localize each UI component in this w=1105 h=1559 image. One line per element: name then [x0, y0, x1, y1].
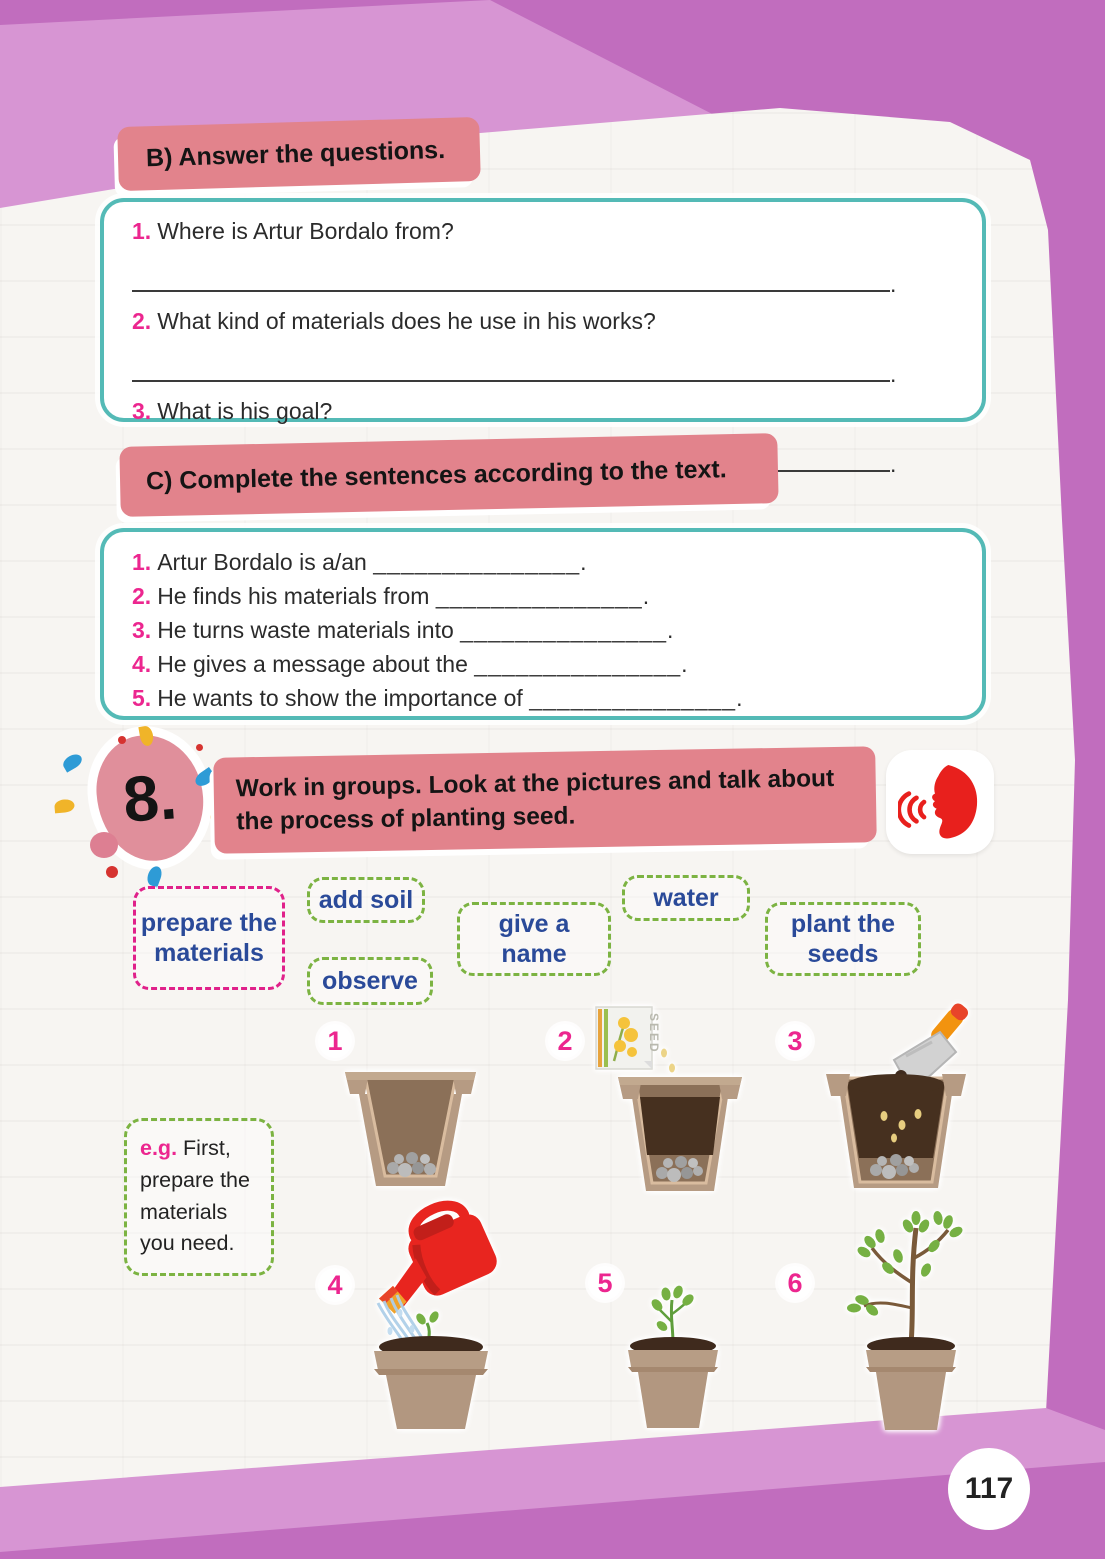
sentence-row — [132, 579, 954, 613]
section-b-title: B) Answer the questions. — [145, 135, 446, 172]
confetti-icon — [118, 736, 126, 744]
sentence-blank[interactable]: _______________ — [474, 651, 682, 677]
chip-observe[interactable] — [307, 957, 433, 1005]
step-number-5: 5 — [588, 1266, 622, 1300]
question-row — [132, 218, 954, 245]
sentence-number: 5. — [132, 685, 152, 711]
confetti-icon — [196, 744, 203, 751]
question-row — [132, 308, 954, 335]
question-number: 3. — [132, 398, 152, 424]
sentence-suffix: . — [642, 583, 650, 609]
seed-packet-icon — [596, 1007, 661, 1069]
activity-instruction: Work in groups. Look at the pictures and talk about the process of planting seed. — [235, 764, 835, 836]
page-number: 117 — [948, 1448, 1030, 1530]
step-number-1: 1 — [318, 1024, 352, 1058]
sentence-suffix: . — [681, 651, 688, 677]
answer-suffix: . — [890, 271, 897, 297]
chip-prepare-the-materials[interactable] — [133, 886, 285, 990]
question-row — [132, 398, 954, 425]
sentence-suffix: . — [580, 549, 587, 575]
speaking-activity-card — [886, 750, 994, 854]
sentence-text: He turns waste materials into — [157, 617, 454, 643]
example-label: e.g. — [140, 1136, 178, 1160]
step-number-4: 4 — [318, 1268, 352, 1302]
speaking-head-icon — [898, 760, 982, 844]
watering-can-icon — [355, 1193, 502, 1318]
sentence-blank[interactable]: _______________ — [529, 685, 737, 711]
picture-pot-seedling — [596, 1270, 751, 1430]
answer-line[interactable] — [132, 269, 954, 298]
question-number: 1. — [132, 218, 152, 244]
chip-water[interactable] — [622, 875, 750, 921]
answer-suffix: . — [890, 361, 897, 387]
section-c-box — [100, 528, 986, 720]
sentence-row — [132, 613, 954, 647]
chip-label: give a name — [498, 909, 570, 968]
question-text: What kind of materials does he use in his works? — [157, 308, 656, 334]
chip-add-soil[interactable] — [307, 877, 425, 923]
section-b-banner — [117, 117, 481, 191]
question-text: Where is Artur Bordalo from? — [157, 218, 454, 244]
step-number-6: 6 — [778, 1266, 812, 1300]
step-number-3: 3 — [778, 1024, 812, 1058]
answer-blank-line[interactable] — [132, 269, 890, 292]
sentence-row — [132, 545, 954, 579]
example-box — [124, 1118, 274, 1276]
confetti-icon — [106, 866, 118, 878]
sentence-row — [132, 681, 954, 715]
picture-pot-gravel — [333, 1058, 488, 1190]
chip-label: plant the seeds — [790, 909, 896, 968]
chip-label: observe — [322, 966, 418, 995]
answer-suffix: . — [890, 451, 897, 477]
question-number: 2. — [132, 308, 152, 334]
sentence-text: He gives a message about the — [157, 651, 468, 677]
chip-label: prepare the materials — [140, 908, 278, 967]
sentence-number: 1. — [132, 549, 152, 575]
activity-number: 8. — [120, 760, 180, 836]
chip-plant-the-seeds[interactable] — [765, 902, 921, 976]
sentence-row — [132, 647, 954, 681]
section-c-title: C) Complete the sentences according to the text. — [145, 454, 727, 495]
picture-watering-can-pot — [328, 1185, 518, 1430]
sentence-suffix: . — [736, 685, 743, 711]
chip-label: water — [653, 883, 719, 912]
step-number-2: 2 — [548, 1024, 582, 1058]
section-c-banner — [119, 433, 778, 517]
question-text: What is his goal? — [157, 398, 333, 424]
answer-line[interactable] — [132, 359, 954, 388]
svg-text:SEED: SEED — [647, 1013, 661, 1054]
sentence-number: 4. — [132, 651, 152, 677]
activity-instruction-banner — [213, 746, 877, 854]
sentence-text: He finds his materials from — [157, 583, 430, 609]
sentence-text: Artur Bordalo is a/an — [157, 549, 367, 575]
seedling — [649, 1284, 695, 1344]
plant — [847, 1210, 964, 1344]
picture-pot-plant — [826, 1192, 991, 1432]
confetti-icon — [90, 832, 118, 858]
sentence-number: 2. — [132, 583, 152, 609]
sentence-text: He wants to show the importance of — [157, 685, 523, 711]
picture-seed-packet-pot — [588, 1005, 753, 1193]
picture-trowel-pot — [806, 998, 984, 1193]
answer-blank-line[interactable] — [132, 359, 890, 382]
sentence-blank[interactable]: _______________ — [460, 617, 668, 643]
example-text: First, prepare the materials you need. — [140, 1136, 250, 1256]
sentence-blank[interactable]: _______________ — [373, 549, 581, 575]
chip-label: add soil — [318, 885, 414, 914]
sentence-blank[interactable]: _______________ — [435, 583, 643, 609]
chip-give-a-name[interactable] — [457, 902, 611, 976]
sentence-number: 3. — [132, 617, 152, 643]
sentence-suffix: . — [667, 617, 674, 643]
